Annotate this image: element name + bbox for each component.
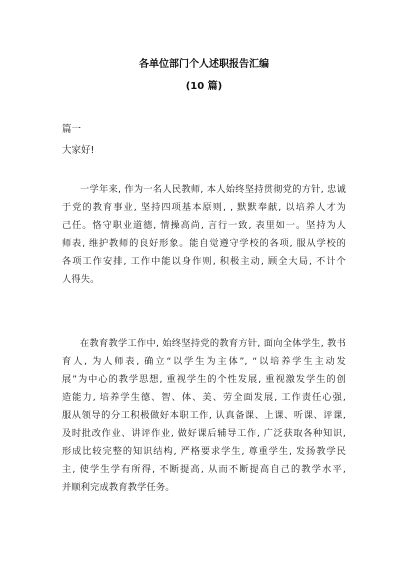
paragraph-1 bbox=[62, 181, 346, 289]
document-title: 各单位部门个人述职报告汇编 bbox=[139, 59, 269, 70]
paragraph-2-line: 育人, 为人师表, 确立“以学生为主体”, “以培养学生主动发 bbox=[62, 356, 346, 367]
paragraph-1-line: 各项工作安排, 工作中能以身作则, 积极主动, 顾全大局, 不计个 bbox=[62, 256, 346, 267]
paragraph-2-line: 主, 使学生学有所得, 不断提高, 从而不断提高自己的教学水平, bbox=[62, 464, 346, 475]
greeting: 大家好! bbox=[62, 145, 95, 156]
paragraph-1-line: 于党的教育事业, 坚持四项基本原则, , 默默奉献, 以培养人才为 bbox=[62, 202, 346, 213]
paragraph-1-line: 己任。恪守职业道德, 情操高尚, 言行一致, 表里如一。坚持为人 bbox=[62, 220, 346, 231]
paragraph-1-line: 师表, 维护教师的良好形象。能自觉遵守学校的各项, 服从学校的 bbox=[62, 238, 346, 249]
paragraph-2-line: 及时批改作业、讲评作业, 做好课后辅导工作, 广泛获取各种知识, bbox=[62, 428, 346, 439]
paragraph-2 bbox=[62, 335, 346, 497]
paragraph-2-line: 造能力, 培养学生德、智、体、美、劳全面发展, 工作责任心强, bbox=[62, 392, 346, 403]
paragraph-2-line: 展”为中心的教学思想, 重视学生的个性发展, 重视激发学生的创 bbox=[62, 374, 346, 385]
section-label: 篇一 bbox=[62, 124, 82, 135]
paragraph-1-line: 一学年来, 作为一名人民教师, 本人始终坚持贯彻党的方针, 忠诚 bbox=[80, 184, 346, 195]
paragraph-2-line: 在教育教学工作中, 始终坚持党的教育方针, 面向全体学生, 教书 bbox=[80, 338, 346, 349]
document-subtitle: (10 篇) bbox=[185, 81, 223, 92]
paragraph-1-line: 人得失。 bbox=[62, 274, 100, 285]
paragraph-2-line: 形成比较完整的知识结构, 严格要求学生, 尊重学生, 发扬教学民 bbox=[62, 446, 346, 457]
paragraph-2-line: 服从领导的分工积极做好本职工作, 认真备课、上课、听课、评课, bbox=[62, 410, 346, 421]
paragraph-2-line: 并顺利完成教育教学任务。 bbox=[62, 482, 175, 493]
